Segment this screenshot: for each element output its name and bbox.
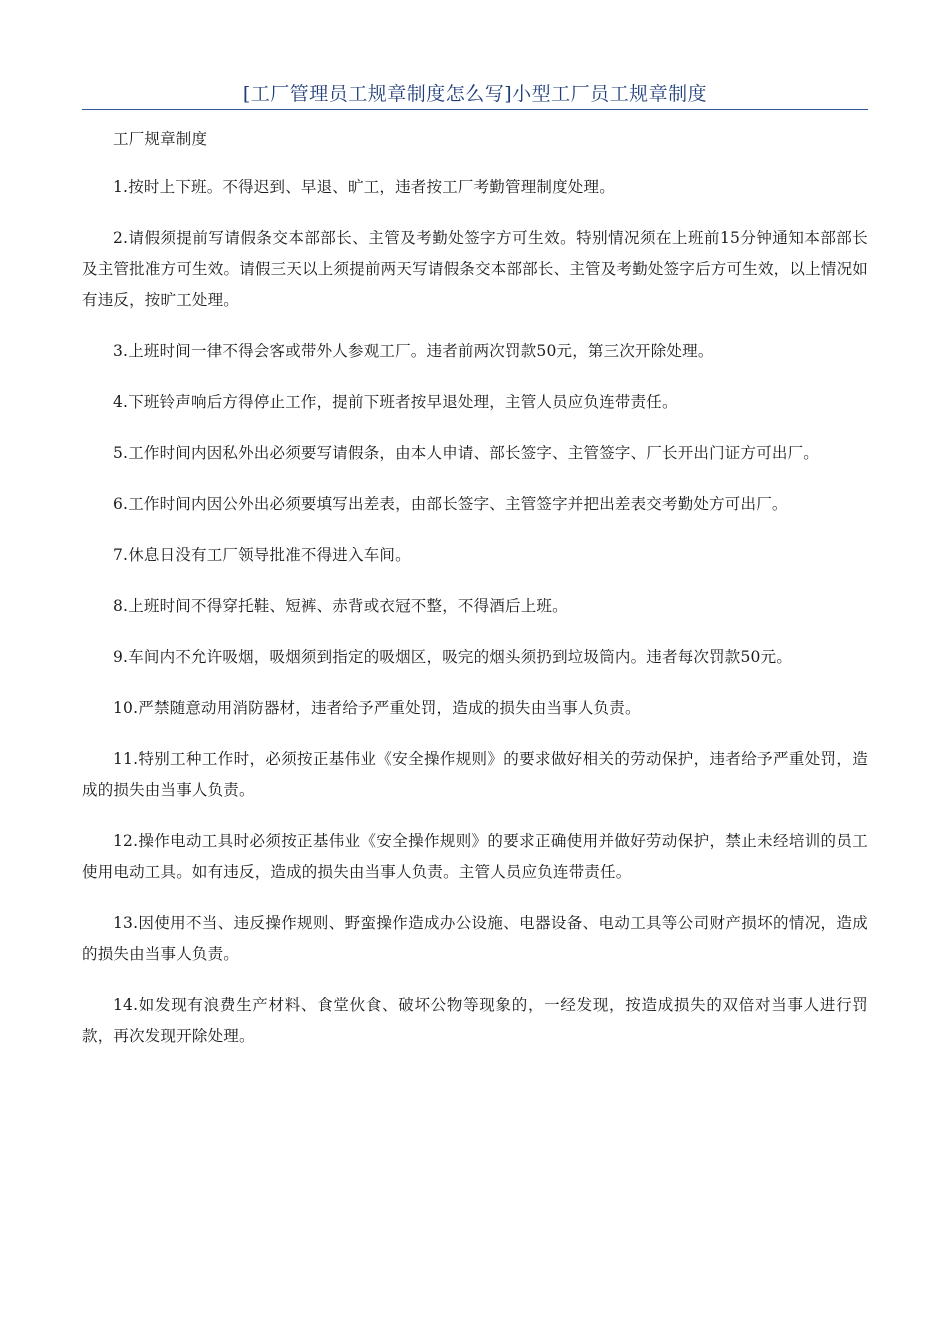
section-heading: 工厂规章制度 xyxy=(113,130,208,148)
document-title: [工厂管理员工规章制度怎么写]小型工厂员工规章制度 xyxy=(242,83,708,105)
rule-paragraph-3: 3.上班时间一律不得会客或带外人参观工厂。违者前两次罚款50元，第三次开除处理。 xyxy=(113,342,714,360)
rule-paragraph-8: 8.上班时间不得穿托鞋、短裤、赤背或衣冠不整，不得酒后上班。 xyxy=(113,597,568,615)
rule-paragraph-14: 14.如发现有浪费生产材料、食堂伙食、破坏公物等现象的，一经发现，按造成损失的双倍对当事人进行罚款，再次发现开除处理。 xyxy=(82,996,868,1045)
rule-paragraph-6: 6.工作时间内因公外出必须要填写出差表，由部长签字、主管签字并把出差表交考勤处方可出厂。 xyxy=(113,495,788,513)
rule-paragraph-7: 7.休息日没有工厂领导批准不得进入车间。 xyxy=(113,546,411,564)
rule-paragraph-2: 2.请假须提前写请假条交本部部长、主管及考勤处签字方可生效。特别情况须在上班前15分钟通知本部部长及主管批准方可生效。请假三天以上须提前两天写请假条交本部部长、主管及考勤处签字后方可生效，以上情况如有违反，按旷工处理。 xyxy=(82,229,868,309)
rule-paragraph-5: 5.工作时间内因私外出必须要写请假条，由本人申请、部长签字、主管签字、厂长开出门证方可出厂。 xyxy=(113,444,819,462)
rule-paragraph-11: 11.特别工种工作时，必须按正基伟业《安全操作规则》的要求做好相关的劳动保护，违者给予严重处罚，造成的损失由当事人负责。 xyxy=(82,750,868,799)
rule-paragraph-12: 12.操作电动工具时必须按正基伟业《安全操作规则》的要求正确使用并做好劳动保护，禁止未经培训的员工使用电动工具。如有违反，造成的损失由当事人负责。主管人员应负连带责任。 xyxy=(82,832,868,881)
rule-paragraph-10: 10.严禁随意动用消防器材，违者给予严重处罚，造成的损失由当事人负责。 xyxy=(113,699,641,717)
rule-paragraph-1: 1.按时上下班。不得迟到、早退、旷工，违者按工厂考勤管理制度处理。 xyxy=(113,178,615,196)
document-body xyxy=(82,124,868,1072)
rule-paragraph-4: 4.下班铃声响后方得停止工作，提前下班者按早退处理，主管人员应负连带责任。 xyxy=(113,393,678,411)
title-divider xyxy=(82,109,868,110)
rule-paragraph-13: 13.因使用不当、违反操作规则、野蛮操作造成办公设施、电器设备、电动工具等公司财产损坏的情况，造成的损失由当事人负责。 xyxy=(82,914,868,963)
rule-paragraph-9: 9.车间内不允许吸烟，吸烟须到指定的吸烟区，吸完的烟头须扔到垃圾筒内。违者每次罚款50元。 xyxy=(113,648,793,666)
